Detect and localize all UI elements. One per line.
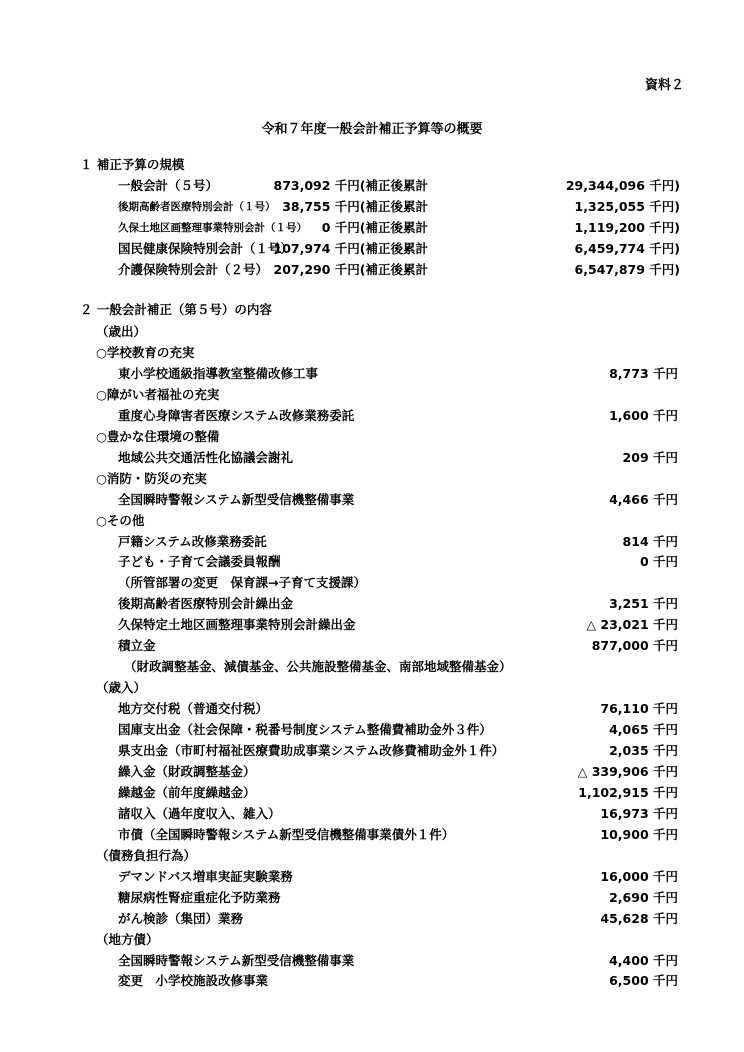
line-amount: 0 千円 xyxy=(639,554,678,570)
line-text: （債務負担行為） xyxy=(96,847,197,863)
line-item xyxy=(118,825,678,845)
line-item xyxy=(118,867,678,887)
line-text: ○障がい者福祉の充実 xyxy=(96,386,220,402)
line-text: 糖尿病性腎症重症化予防業務 xyxy=(118,889,281,905)
line-item xyxy=(118,552,678,572)
line-item xyxy=(118,615,678,635)
line-item xyxy=(118,532,678,552)
line-text: デマンドバス増車実証実験業務 xyxy=(118,868,293,884)
line-item xyxy=(118,490,678,510)
line-text: 地方交付税（普通交付税） xyxy=(118,701,269,717)
line-amount: 877,000 千円 xyxy=(591,638,678,654)
line-amount: 6,500 千円 xyxy=(609,973,678,989)
line-text: 全国瞬時警報システム新型受信機整備事業 xyxy=(118,491,355,507)
line-text: 後期高齢者医療特別会計繰出金 xyxy=(118,596,294,612)
group-heading xyxy=(96,469,207,489)
line-text: ○消防・防災の充実 xyxy=(96,470,207,486)
line-text: 子ども・子育て会議委員報酬 xyxy=(118,554,281,570)
line-item xyxy=(118,636,678,656)
budget-scale-row xyxy=(0,239,744,259)
line-text: 全国瞬時警報システム新型受信機整備事業 xyxy=(118,952,355,968)
budget-scale-row xyxy=(0,197,744,217)
supplementary-amount: 0 千円(補正後累計 xyxy=(321,220,428,235)
account-name: 久保土地区画整理事業特別会計（１号） xyxy=(118,222,307,234)
line-amount: 209 千円 xyxy=(622,449,678,465)
line-text: 積立金 xyxy=(118,638,156,654)
line-amount: 2,690 千円 xyxy=(609,889,678,905)
line-text: 県支出金（市町村福祉医療費助成事業システム改修費補助金外１件） xyxy=(118,743,505,758)
line-item xyxy=(118,448,678,468)
document-title: 令和７年度一般会計補正予算等の概要 xyxy=(261,122,483,137)
line-text: 重度心身障害者医療システム改修業務委託 xyxy=(118,407,355,423)
line-item xyxy=(118,364,678,384)
line-amount: 814 千円 xyxy=(622,533,678,549)
line-item xyxy=(118,594,678,614)
group-heading xyxy=(96,511,144,531)
account-name: 一般会計（５号） xyxy=(118,178,219,193)
line-item xyxy=(118,720,678,740)
line-text: 繰入金（財政調整基金） xyxy=(118,763,256,779)
line-text: ○学校教育の充実 xyxy=(96,344,195,360)
line-text: 地域公共交通活性化協議会謝礼 xyxy=(118,449,294,465)
cumulative-total: 6,459,774 千円) xyxy=(574,241,680,256)
line-text: （所管部署の変更 保育課→子育て支援課） xyxy=(118,575,366,591)
cumulative-total: 29,344,096 千円) xyxy=(565,178,680,193)
line-amount: △ 339,906 千円 xyxy=(577,763,678,779)
line-text: がん検診（集団）業務 xyxy=(118,910,244,926)
note-line xyxy=(118,573,366,593)
group-heading xyxy=(96,385,219,405)
line-text: 久保特定土地区画整理事業特別会計繰出金 xyxy=(118,617,356,633)
budget-scale-row xyxy=(0,260,744,280)
category-heading xyxy=(96,678,146,698)
line-item xyxy=(118,909,678,929)
line-amount: 4,466 千円 xyxy=(609,491,678,507)
line-text: 戸籍システム改修業務委託 xyxy=(118,533,267,549)
line-amount: 16,973 千円 xyxy=(600,805,678,821)
account-name: 介護保険特別会計（２号） xyxy=(118,262,269,277)
line-item xyxy=(118,804,678,824)
line-amount: 10,900 千円 xyxy=(600,826,678,842)
budget-scale-row xyxy=(0,218,744,238)
category-heading xyxy=(96,846,196,866)
line-text: 東小学校通級指導教室整備改修工事 xyxy=(118,365,319,381)
category-heading xyxy=(96,322,146,342)
line-text: （地方債） xyxy=(96,931,159,947)
line-amount: 45,628 千円 xyxy=(600,910,678,926)
line-text: （歳出） xyxy=(96,324,147,339)
note-line xyxy=(124,657,512,677)
cumulative-total: 6,547,879 千円) xyxy=(574,262,680,277)
line-item xyxy=(118,699,678,719)
line-item xyxy=(118,406,678,426)
line-amount: 16,000 千円 xyxy=(600,868,678,884)
line-amount: 3,251 千円 xyxy=(609,596,678,612)
cumulative-total: 1,119,200 千円) xyxy=(574,220,680,235)
line-amount: 8,773 千円 xyxy=(609,365,678,381)
cumulative-total: 1,325,055 千円) xyxy=(574,199,680,214)
category-heading xyxy=(96,930,159,950)
line-text: 国庫支出金（社会保障・税番号制度システム整備費補助金外３件） xyxy=(118,722,492,738)
line-amount: 4,065 千円 xyxy=(609,722,678,738)
account-name: 国民健康保険特別会計（１号） xyxy=(118,241,294,256)
line-text: （財政調整基金、減債基金、公共施設整備基金、南部地域整備基金） xyxy=(124,659,512,675)
line-amount: 1,600 千円 xyxy=(609,407,678,423)
account-name: 後期高齢者医療特別会計（１号） xyxy=(118,201,276,213)
supplementary-amount: 207,290 千円(補正後累計 xyxy=(273,262,428,277)
group-heading xyxy=(96,343,194,363)
line-amount: △ 23,021 千円 xyxy=(586,617,678,633)
group-heading xyxy=(96,427,219,447)
supplementary-amount: 38,755 千円(補正後累計 xyxy=(282,199,428,214)
supplementary-amount: 873,092 千円(補正後累計 xyxy=(273,178,428,193)
line-item xyxy=(118,741,678,761)
line-amount: 76,110 千円 xyxy=(600,701,678,717)
budget-scale-row xyxy=(0,176,744,196)
line-item xyxy=(118,762,678,782)
line-amount: 4,400 千円 xyxy=(609,952,678,968)
line-text: ○その他 xyxy=(96,512,145,528)
line-text: 繰越金（前年度繰越金） xyxy=(118,784,256,800)
line-item xyxy=(118,971,678,991)
section2-heading: ２ 一般会計補正（第５号）の内容 xyxy=(80,302,272,317)
line-text: 諸収入（過年度収入、雑入） xyxy=(118,805,281,821)
line-text: ○豊かな住環境の整備 xyxy=(96,428,220,444)
line-text: 市債（全国瞬時警報システム新型受信機整備事業債外１件） xyxy=(118,826,455,842)
section1-heading: １ 補正予算の規模 xyxy=(80,157,185,172)
line-text: 変更 小学校施設改修事業 xyxy=(118,973,269,989)
line-item xyxy=(118,783,678,803)
line-item xyxy=(118,888,678,908)
line-amount: 2,035 千円 xyxy=(609,743,678,758)
line-amount: 1,102,915 千円 xyxy=(578,784,678,800)
line-text: （歳入） xyxy=(96,680,147,696)
line-item xyxy=(118,951,678,971)
supplementary-amount: 107,974 千円(補正後累計 xyxy=(273,241,428,256)
reference-label: 資料２ xyxy=(644,78,684,93)
